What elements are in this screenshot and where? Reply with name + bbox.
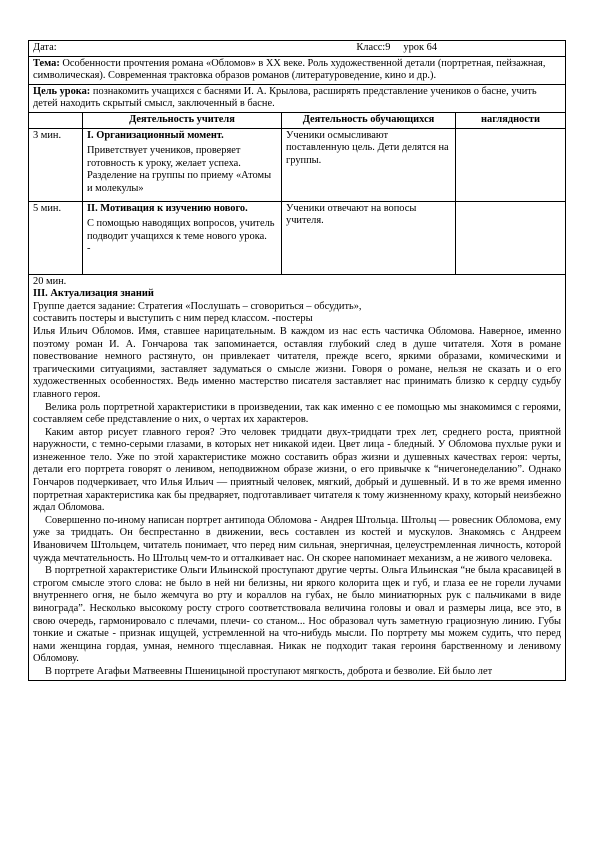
teacher-activity-extra: Разделение на группы по приему «Атомы и молекулы» — [87, 170, 272, 194]
topic-label: Тема: — [33, 57, 60, 69]
student-activity-text: Ученики осмысливают поставленную цель. Дети делятся на группы. — [282, 128, 456, 201]
group-task-line: Группе дается задание: Стратегия «Послушать – сговориться – обсудить», — [33, 300, 362, 312]
date-label: Дата: — [33, 42, 57, 53]
paragraph: Илья Ильич Обломов. Имя, ставшее нарицательным. В каждом из нас есть частичка Обломова. Наверное, именно поэтому роман И. А. Гончарова так запоминается, оставляя глубокий след в душе читателя. Хотя в романе повествование немного растянуто, он привлекает читателя, прежде всего, яркими образами, комическими и трагическими ситуациями, заставляет задуматься о смысле жизни. Говоря о романе, нельзя не сказать и о его художественных особенностях. Ведь именно мастерство писателя заставляет нас принимать близко к сердцу судьбу главного героя. — [33, 325, 562, 400]
section-time: 20 мин. — [33, 275, 67, 287]
lesson-number: урок 64 — [403, 42, 438, 53]
paragraph: В портретной характеристике Ольги Ильинской проступают другие черты. Ольга Ильинская “не была красавицей в строгом смысле этого слова: не было в ней ни белизны, ни яркого колорита щек и губ, и глаза ее не горели лучами внутреннего огня, не было жемчуга во рту и кораллов на губах, не было миниатюрных рук с пальчиками в виде винограда”. Несколько высокому росту строго соответствовала величина головы и овал и размеры лица, все это, в свою очередь, гармонировало с плечами, плечи- со станом... Нос образовал чуть заметную грациозную линию. Губы тонкие и сжатые - признак ищущей, устремленной на что-нибудь мысли. По портрету мы можем судить, что перед нами женщина гордая, умная, немного тщеславная. Никак не подходит такая героиня барственному и ленивому Обломову. — [33, 565, 562, 665]
paragraph: Совершенно по-иному написан портрет антипода Обломова - Андрея Штольца. Штольц — ровесник Обломова, ему уже за тридцать. Он беспрестанно в движении, весь составлен из костей и мускулов. Знакомясь с Андреем Ивановичем Штольцем, читатель понимает, что перед ним сильная, энергичная, целеустремленная личность, которой чужда мечтательность. Но Штольц чем-то и отталкивает нас. Он скорее напоминает механизм, а не живого человека. — [33, 514, 562, 564]
goal-row — [29, 84, 566, 112]
section-title: III. Актуализация знаний — [33, 288, 154, 300]
goal-label: Цель урока: — [33, 85, 91, 97]
topic-text: Особенности прочтения романа «Обломов» в XX веке. Роль художественной детали (портретная, пейзажная, символическая). Современная трактовка образов романов (литературоведение, кино и др.). — [33, 57, 546, 82]
date-row — [29, 41, 566, 57]
teacher-activity-text: Приветствует учеников, проверяет готовность к уроку, желает успеха. — [87, 145, 241, 169]
lesson-plan-table — [28, 40, 566, 681]
stage-row-organizational — [29, 128, 566, 201]
paragraph: В портрете Агафьи Матвеевны Пшеницыной проступают мягкость, доброта и безволие. Ей было лет — [45, 665, 493, 677]
student-activity-text: Ученики отвечают на вопосы учителя. — [282, 201, 456, 274]
class-label: Класс:9 — [356, 42, 391, 53]
stage-row-motivation — [29, 201, 566, 274]
stage-title: I. Организационный момент. — [87, 129, 224, 141]
teacher-activity-extra: - — [87, 243, 91, 255]
topic-row — [29, 56, 566, 84]
paragraph: Каким автор рисует главного героя? Это человек тридцати двух-тридцати трех лет, среднего роста, приятной наружности, с темно-серыми глазами, в которых нет никакой идеи. Цвет лица - бледный. У Обломова пухлые руки и изнеженное тело. Уже по этой характеристике можно составить образ жизни и душевных качествах героя: черты, детали его портрета говорят о ленивом, неподвижном образе жизни, о его привычке к “ничегонеделанию”. Однако Гончаров подчеркивает, что Илья Ильич — приятный человек, мягкий, добрый и душевный. И в то же время именно портретная характеристика как бы предваряет, подготавливает читателя к тому жизненному краху, который неизбежно ждал Обломова. — [33, 426, 562, 514]
stage-time: 5 мин. — [29, 201, 83, 274]
section-actualization-row — [29, 274, 566, 680]
teacher-activity-header: Деятельность учителя — [83, 112, 282, 128]
goal-text: познакомить учащихся с баснями И. А. Крылова, расширять представление учеников о басне, учить детей находить скрытый смысл, заключенный в басне. — [33, 85, 537, 110]
teacher-activity-text: С помощью наводящих вопросов, учитель подводит учащихся к теме нового урока. — [87, 218, 275, 242]
class-lesson-info — [356, 42, 561, 55]
student-activity-header: Деятельность обучающихся — [282, 112, 456, 128]
visual-aids-cell — [456, 201, 566, 274]
paragraph: Велика роль портретной характеристики в произведении, так как именно с ее помощью мы знакомимся с героями, составляем себе представление о них, о чертах их характеров. — [33, 401, 562, 426]
group-task-line: составить постеры и выступить с ним перед классом. -постеры — [33, 313, 313, 325]
stage-time: 3 мин. — [29, 128, 83, 201]
visual-aids-header: наглядности — [456, 112, 566, 128]
stage-title: II. Мотивация к изучению нового. — [87, 202, 248, 214]
lesson-plan-page — [28, 40, 565, 681]
visual-aids-cell — [456, 128, 566, 201]
column-header-row — [29, 112, 566, 128]
